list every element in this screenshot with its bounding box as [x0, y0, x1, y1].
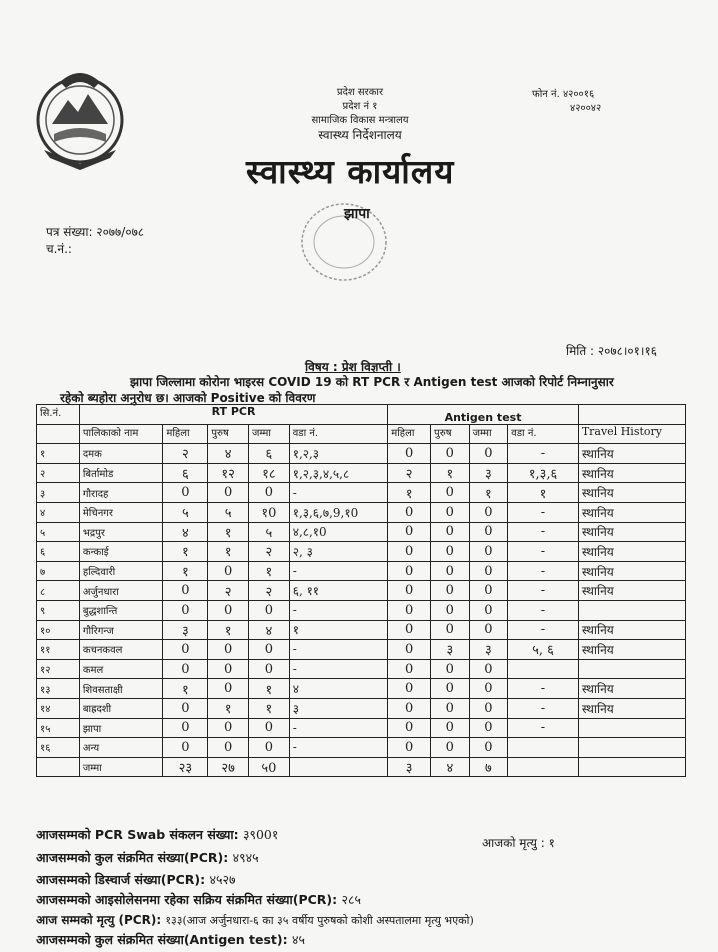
cell-travel-history	[578, 738, 685, 758]
cell-rtpcr-male: १	[208, 620, 249, 640]
cell-travel-history	[578, 600, 685, 620]
cell-antigen-total: 0	[469, 679, 508, 699]
cell-antigen-female: 0	[388, 640, 431, 660]
cell-sn: १४	[37, 698, 80, 718]
cell-travel-history	[578, 718, 685, 738]
cell-rtpcr-total: 0	[249, 640, 290, 660]
phone-number-2: ४२००४२	[570, 103, 602, 114]
footer-death-today	[482, 834, 555, 851]
cell-antigen-female: 0	[388, 698, 431, 718]
cell-antigen-ward	[508, 738, 579, 758]
gov-line-province-no: प्रदेश नं १	[342, 101, 378, 112]
cell-rtpcr-ward: ६, ११	[289, 581, 388, 601]
cell-rtpcr-male: 0	[208, 659, 249, 679]
cell-antigen-female: 0	[388, 444, 431, 464]
cell-antigen-total: 0	[469, 581, 508, 601]
cell-rtpcr-total: ५	[249, 522, 290, 542]
col-group-antigen: Antigen test	[388, 405, 579, 425]
cell-antigen-male: 0	[431, 502, 470, 522]
table-row	[37, 679, 686, 699]
cell-travel-history: स्थानिय	[578, 679, 685, 699]
cell-rtpcr-female: ४	[163, 522, 208, 542]
table-row	[37, 620, 686, 640]
cell-antigen-male: 0	[431, 522, 470, 542]
col-rtpcr-female: महिला	[163, 424, 208, 444]
notice-intro	[60, 374, 700, 406]
col-antigen-total: जम्मा	[469, 424, 508, 444]
cell-travel-history: स्थानिय	[578, 620, 685, 640]
cell-antigen-female: 0	[388, 542, 431, 562]
footer-pcr-swab	[36, 826, 278, 843]
date-label: मिति :	[566, 344, 595, 358]
cell-antigen-female: 0	[388, 659, 431, 679]
phone-number-1: ४२००१६	[562, 89, 595, 100]
col-group-rtpcr: RT PCR	[79, 405, 387, 425]
cell-sn: १२	[37, 659, 80, 679]
total-infected-pcr-value: ४९४५	[232, 850, 259, 865]
table-row	[37, 463, 686, 483]
cell-rtpcr-total: ४	[249, 620, 290, 640]
cell-rtpcr-male: ४	[208, 444, 249, 464]
col-antigen-male: पुरुष	[431, 424, 470, 444]
col-antigen-female: महिला	[388, 424, 431, 444]
table-row	[37, 581, 686, 601]
notice-date	[566, 342, 657, 359]
positive-cases-table	[36, 404, 686, 777]
death-total-value: १३३(आज अर्जुनधारा-६ का ३५ वर्षीय पुरुषको कोशी अस्पतालमा मृत्यु भएको)	[165, 914, 474, 927]
cell-sn: ३	[37, 483, 80, 503]
cell-palika-name: बुद्धशान्ति	[79, 600, 163, 620]
death-today-value: १	[548, 836, 555, 850]
cell-antigen-ward: -	[508, 542, 579, 562]
table-row	[37, 483, 686, 503]
office-stamp	[298, 196, 390, 282]
cell-antigen-total: 0	[469, 561, 508, 581]
phone-block	[532, 88, 601, 116]
cell-palika-name: गौरादह	[79, 483, 163, 503]
cell-rtpcr-female: 0	[163, 738, 208, 758]
cell-palika-name: हल्दिवारी	[79, 561, 163, 581]
cell-antigen-ward	[508, 659, 579, 679]
table-row	[37, 502, 686, 522]
cell-total-antigen-male: ४	[431, 757, 470, 777]
cell-sn: ७	[37, 561, 80, 581]
date-value: २०७८।०१।१६	[597, 344, 657, 358]
cell-rtpcr-ward: १	[289, 620, 388, 640]
cell-antigen-ward: ५, ६	[508, 640, 579, 660]
cell-rtpcr-male: १२	[208, 463, 249, 483]
footer-death-total	[36, 911, 716, 928]
col-travel-history: Travel History	[578, 424, 685, 444]
col-antigen-ward: वडा नं.	[508, 424, 579, 444]
cell-antigen-ward: -	[508, 600, 579, 620]
cell-travel-history: स्थानिय	[578, 483, 685, 503]
cell-antigen-ward: १,३,६	[508, 463, 579, 483]
cell-rtpcr-total: 0	[249, 600, 290, 620]
government-emblem	[30, 62, 130, 172]
discharge-value: ४५२७	[209, 872, 236, 887]
cell-total-antigen-female: ३	[388, 757, 431, 777]
gov-line-province: प्रदेश सरकार	[336, 87, 384, 98]
cell-rtpcr-male: 0	[208, 718, 249, 738]
cell-palika-name: भद्रपुर	[79, 522, 163, 542]
cell-antigen-ward: -	[508, 522, 579, 542]
cell-rtpcr-ward: -	[289, 738, 388, 758]
cell-rtpcr-male: 0	[208, 640, 249, 660]
cell-rtpcr-total: 0	[249, 483, 290, 503]
cell-rtpcr-total: १	[249, 679, 290, 699]
table-body	[37, 444, 686, 777]
cell-palika-name: अर्जुनधारा	[79, 581, 163, 601]
cell-rtpcr-ward: -	[289, 640, 388, 660]
cell-sn: १	[37, 444, 80, 464]
cell-rtpcr-ward: ४	[289, 679, 388, 699]
cell-antigen-total: 0	[469, 444, 508, 464]
cell-total-rtpcr-ward	[289, 757, 388, 777]
cell-sn: २	[37, 463, 80, 483]
cell-antigen-female: 0	[388, 561, 431, 581]
cell-rtpcr-ward: १,२,३,४,५,८	[289, 463, 388, 483]
cell-rtpcr-female: 0	[163, 600, 208, 620]
cell-antigen-total: 0	[469, 522, 508, 542]
cell-total-antigen-total: ७	[469, 757, 508, 777]
cell-sn: ८	[37, 581, 80, 601]
col-sn: सि.नं.	[37, 405, 80, 425]
cell-antigen-male: 0	[431, 444, 470, 464]
cell-antigen-total: ३	[469, 463, 508, 483]
cell-rtpcr-female: १	[163, 561, 208, 581]
cell-rtpcr-female: 0	[163, 698, 208, 718]
cell-palika-name: अन्य	[79, 738, 163, 758]
table-row	[37, 698, 686, 718]
cell-rtpcr-male: १	[208, 542, 249, 562]
cell-antigen-male: 0	[431, 581, 470, 601]
table-row	[37, 659, 686, 679]
cell-palika-name: बिर्तामोड	[79, 463, 163, 483]
cell-rtpcr-ward: -	[289, 483, 388, 503]
footer-discharge	[36, 871, 236, 888]
cell-rtpcr-total: 0	[249, 738, 290, 758]
cell-palika-name: गौरिगन्ज	[79, 620, 163, 640]
table-row	[37, 542, 686, 562]
cell-antigen-total: 0	[469, 620, 508, 640]
cell-total-rtpcr-male: २७	[208, 757, 249, 777]
gov-line-directorate: स्वास्थ्य निर्देशनालय	[318, 128, 402, 142]
cell-antigen-female: 0	[388, 718, 431, 738]
cell-rtpcr-female: ३	[163, 620, 208, 640]
cell-rtpcr-ward: -	[289, 600, 388, 620]
cell-travel-history: स्थानिय	[578, 561, 685, 581]
cell-rtpcr-total: १	[249, 698, 290, 718]
cell-travel-history: स्थानिय	[578, 444, 685, 464]
cell-antigen-ward: -	[508, 718, 579, 738]
phone-label: फोन नं.	[532, 89, 560, 100]
cell-rtpcr-female: ५	[163, 502, 208, 522]
cell-antigen-male: 0	[431, 620, 470, 640]
pcr-swab-label: आजसम्मको PCR Swab संकलन संख्या:	[36, 827, 239, 842]
stamp-text: झापा	[344, 206, 370, 222]
cell-rtpcr-total: २	[249, 581, 290, 601]
cell-sn: ५	[37, 522, 80, 542]
cell-rtpcr-male: १	[208, 698, 249, 718]
table-row	[37, 640, 686, 660]
cell-antigen-female: 0	[388, 620, 431, 640]
cell-rtpcr-total: 0	[249, 718, 290, 738]
cell-rtpcr-female: २	[163, 444, 208, 464]
cell-rtpcr-female: 0	[163, 581, 208, 601]
cell-rtpcr-male: 0	[208, 679, 249, 699]
cell-sn: १३	[37, 679, 80, 699]
cell-antigen-female: 0	[388, 522, 431, 542]
cell-antigen-total: 0	[469, 718, 508, 738]
cell-antigen-female: १	[388, 483, 431, 503]
cell-palika-name: बाह्रदशी	[79, 698, 163, 718]
col-rtpcr-ward: वडा नं.	[289, 424, 388, 444]
cell-antigen-total: १	[469, 483, 508, 503]
cell-total-travel	[578, 757, 685, 777]
cell-rtpcr-female: 0	[163, 659, 208, 679]
table-row	[37, 718, 686, 738]
cell-antigen-male: 0	[431, 542, 470, 562]
cell-rtpcr-ward: १,२,३	[289, 444, 388, 464]
cell-sn: ६	[37, 542, 80, 562]
cell-palika-name: कचनकवल	[79, 640, 163, 660]
cell-rtpcr-male: 0	[208, 561, 249, 581]
cell-rtpcr-total: १८	[249, 463, 290, 483]
cell-rtpcr-male: 0	[208, 483, 249, 503]
cell-rtpcr-total: ६	[249, 444, 290, 464]
antigen-total-value: ४५	[291, 932, 305, 947]
cell-antigen-male: 0	[431, 600, 470, 620]
cell-antigen-female: 0	[388, 600, 431, 620]
cell-antigen-female: 0	[388, 502, 431, 522]
cell-sn: ४	[37, 502, 80, 522]
cell-rtpcr-ward: -	[289, 561, 388, 581]
cell-travel-history: स्थानिय	[578, 502, 685, 522]
cell-rtpcr-female: ६	[163, 463, 208, 483]
cell-antigen-male: 0	[431, 679, 470, 699]
cell-rtpcr-total: २	[249, 542, 290, 562]
cell-sn: १०	[37, 620, 80, 640]
cell-antigen-ward: -	[508, 679, 579, 699]
cell-rtpcr-ward: २, ३	[289, 542, 388, 562]
cell-travel-history: स्थानिय	[578, 542, 685, 562]
cell-sn	[37, 757, 80, 777]
cell-rtpcr-ward: -	[289, 659, 388, 679]
cell-sn: ९	[37, 600, 80, 620]
cell-rtpcr-male: 0	[208, 600, 249, 620]
cell-antigen-total: 0	[469, 659, 508, 679]
cell-antigen-female: 0	[388, 738, 431, 758]
cell-antigen-male: १	[431, 463, 470, 483]
reference-block	[46, 224, 144, 258]
pcr-swab-value: ३९00१	[242, 827, 279, 842]
cell-antigen-male: 0	[431, 483, 470, 503]
footer-total-infected-pcr	[36, 849, 259, 866]
notice-subject: विषय : प्रेश विज्ञप्ती ।	[305, 360, 401, 374]
cell-palika-name: दमक	[79, 444, 163, 464]
cell-antigen-male: 0	[431, 738, 470, 758]
col-rtpcr-total: जम्मा	[249, 424, 290, 444]
cell-antigen-total: 0	[469, 542, 508, 562]
cell-rtpcr-male: १	[208, 522, 249, 542]
table-row	[37, 600, 686, 620]
cell-antigen-total: 0	[469, 698, 508, 718]
intro-line-2: रहेको ब्यहोरा अनुरोध छ। आजको Positive को विवरण	[60, 391, 316, 405]
intro-line-1: झापा जिल्लामा कोरोना भाइरस COVID 19 को RT PCR र Antigen test आजको रिपोर्ट निम्नानुसार	[130, 375, 614, 389]
footer-isolation	[36, 891, 361, 908]
cell-travel-history: स्थानिय	[578, 581, 685, 601]
patra-sankhya-label: पत्र संख्या:	[46, 225, 93, 239]
cell-rtpcr-ward: १,३,६,७,9,१0	[289, 502, 388, 522]
isolation-label: आजसम्मको आइसोलेसनमा रहेका सक्रिय संक्रमित संख्या(PCR):	[36, 892, 338, 907]
table-row	[37, 561, 686, 581]
cell-rtpcr-female: १	[163, 679, 208, 699]
cell-sn: ११	[37, 640, 80, 660]
total-infected-pcr-label: आजसम्मको कुल संक्रमित संख्या(PCR):	[36, 850, 229, 865]
cell-antigen-ward: १	[508, 483, 579, 503]
cell-palika-name: शिवसताक्षी	[79, 679, 163, 699]
footer-antigen-total	[36, 931, 305, 948]
table-total-row	[37, 757, 686, 777]
cell-antigen-male: 0	[431, 718, 470, 738]
cell-antigen-female: २	[388, 463, 431, 483]
cell-antigen-female: 0	[388, 679, 431, 699]
death-today-label: आजको मृत्यु :	[482, 836, 545, 850]
cell-travel-history: स्थानिय	[578, 463, 685, 483]
cell-rtpcr-female: 0	[163, 640, 208, 660]
cell-palika-name: मेचिनगर	[79, 502, 163, 522]
cell-palika-name: कन्काई	[79, 542, 163, 562]
cell-antigen-female: 0	[388, 581, 431, 601]
cell-antigen-ward: -	[508, 561, 579, 581]
cell-sn: १६	[37, 738, 80, 758]
table-row	[37, 522, 686, 542]
cell-rtpcr-ward: ४,८,१0	[289, 522, 388, 542]
cell-antigen-ward: -	[508, 581, 579, 601]
cell-antigen-male: 0	[431, 561, 470, 581]
cell-antigen-total: ३	[469, 640, 508, 660]
cell-antigen-ward: -	[508, 444, 579, 464]
cell-antigen-ward: -	[508, 698, 579, 718]
table-row	[37, 444, 686, 464]
death-total-label: आज सम्मको मृत्यु (PCR):	[36, 913, 162, 927]
cell-travel-history: स्थानिय	[578, 640, 685, 660]
cell-rtpcr-total: १0	[249, 502, 290, 522]
cell-rtpcr-total: १	[249, 561, 290, 581]
government-header	[300, 86, 420, 142]
cell-rtpcr-female: 0	[163, 483, 208, 503]
cell-antigen-total: 0	[469, 738, 508, 758]
col-rtpcr-male: पुरुष	[208, 424, 249, 444]
cell-antigen-total: 0	[469, 600, 508, 620]
cell-travel-history: स्थानिय	[578, 698, 685, 718]
cell-rtpcr-female: १	[163, 542, 208, 562]
cell-rtpcr-ward: ३	[289, 698, 388, 718]
cell-sn: १५	[37, 718, 80, 738]
cell-antigen-male: ३	[431, 640, 470, 660]
cell-total-rtpcr-total: ५0	[249, 757, 290, 777]
discharge-label: आजसम्मको डिस्चार्ज संख्या(PCR):	[36, 872, 206, 887]
cell-antigen-ward: -	[508, 502, 579, 522]
gov-line-ministry: सामाजिक विकास मन्त्रालय	[311, 115, 409, 126]
cell-rtpcr-total: 0	[249, 659, 290, 679]
table-row	[37, 738, 686, 758]
cha-na-label: च.नं.:	[46, 242, 72, 256]
antigen-total-label: आजसम्मको कुल संक्रमित संख्या(Antigen test):	[36, 932, 288, 947]
cell-rtpcr-male: २	[208, 581, 249, 601]
cell-total-antigen-ward	[508, 757, 579, 777]
cell-rtpcr-ward: -	[289, 718, 388, 738]
cell-antigen-ward: -	[508, 620, 579, 640]
cell-antigen-total: 0	[469, 502, 508, 522]
col-palika: पालिकाको नाम	[79, 424, 163, 444]
cell-rtpcr-male: ५	[208, 502, 249, 522]
cell-palika-name: झापा	[79, 718, 163, 738]
cell-antigen-male: 0	[431, 698, 470, 718]
cell-antigen-male: 0	[431, 659, 470, 679]
isolation-value: २८५	[341, 892, 362, 907]
cell-palika-name: कमल	[79, 659, 163, 679]
cell-rtpcr-female: 0	[163, 718, 208, 738]
patra-sankhya-value: २०७७/०७८	[96, 225, 145, 239]
office-title: स्वास्थ्य कार्यालय	[246, 152, 455, 191]
cell-rtpcr-male: 0	[208, 738, 249, 758]
cell-total-rtpcr-female: २३	[163, 757, 208, 777]
cell-total-label: जम्मा	[79, 757, 163, 777]
cell-travel-history	[578, 659, 685, 679]
cell-travel-history: स्थानिय	[578, 522, 685, 542]
